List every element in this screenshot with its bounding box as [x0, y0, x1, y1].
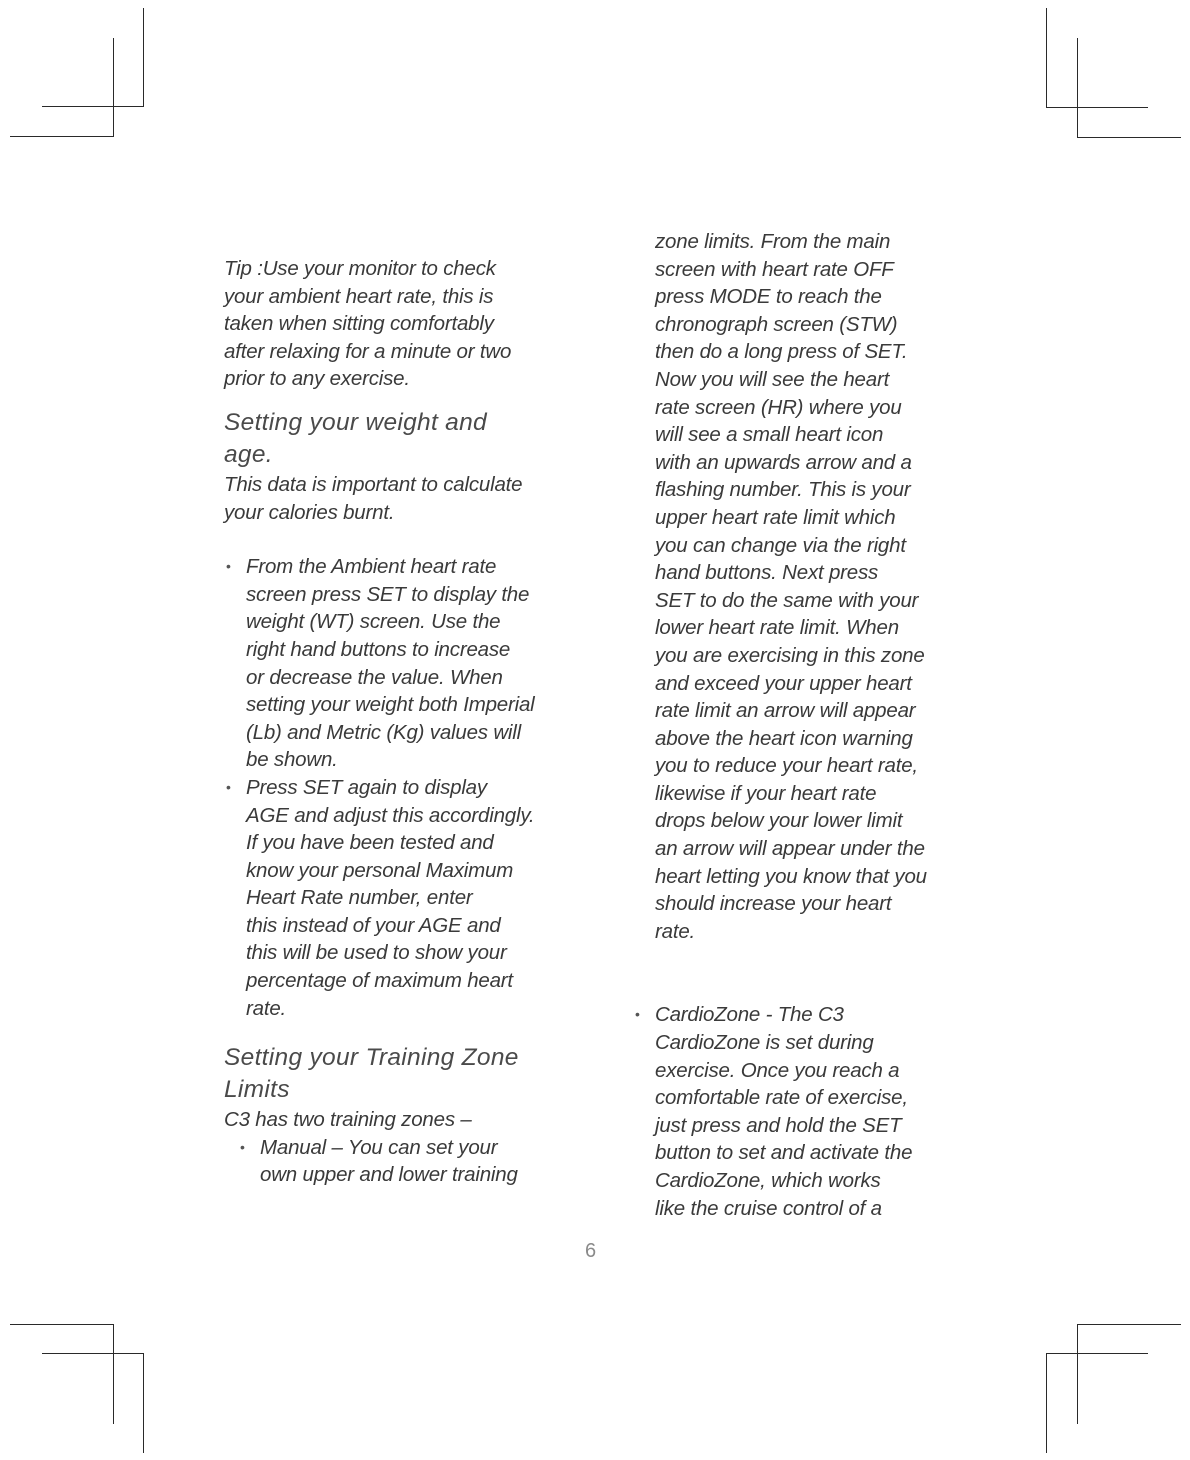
text-line: setting your weight both Imperial: [246, 693, 535, 717]
left-column: [224, 255, 584, 1189]
text-line: your calories burnt.: [224, 500, 395, 524]
text-line: likewise if your heart rate: [655, 781, 877, 805]
text-line: your ambient heart rate, this is: [224, 284, 494, 308]
text-line: you are exercising in this zone: [655, 643, 925, 667]
text-line: press MODE to reach the: [655, 285, 882, 309]
text-line: then do a long press of SET.: [655, 340, 908, 364]
text-line: Manual – You can set your: [260, 1135, 498, 1159]
text-line: upper heart rate limit which: [655, 505, 896, 529]
crop-mark-bottom-left-h2: [42, 1353, 144, 1354]
crop-mark-top-right-h2: [1077, 137, 1181, 138]
text-line: rate.: [246, 996, 287, 1020]
heading-line: Setting your weight and: [224, 408, 487, 436]
crop-mark-top-left-v1: [143, 8, 144, 106]
text-line: percentage of maximum heart: [246, 969, 513, 993]
text-line: comfortable rate of exercise,: [655, 1086, 908, 1110]
weight-intro-paragraph: [224, 471, 584, 526]
text-line: lower heart rate limit. When: [655, 616, 899, 640]
text-line: rate screen (HR) where you: [655, 395, 902, 419]
text-line: or decrease the value. When: [246, 665, 503, 689]
crop-mark-bottom-right-v2: [1046, 1353, 1047, 1453]
heading-weight-age: [224, 407, 584, 471]
text-line: flashing number. This is your: [655, 478, 911, 502]
text-line: button to set and activate the: [655, 1141, 913, 1165]
text-line: C3 has two training zones –: [224, 1108, 472, 1132]
crop-mark-top-left-h2: [10, 136, 114, 137]
text-line: right hand buttons to increase: [246, 637, 511, 661]
text-line: screen with heart rate OFF: [655, 257, 894, 281]
text-line: Press SET again to display: [246, 775, 487, 799]
text-line: know your personal Maximum: [246, 858, 514, 882]
heading-line: Limits: [224, 1076, 290, 1104]
text-line: should increase your heart: [655, 892, 892, 916]
heading-line: Setting your Training Zone: [224, 1044, 519, 1072]
text-line: From the Ambient heart rate: [246, 555, 497, 579]
text-line: like the cruise control of a: [655, 1196, 882, 1220]
text-line: Heart Rate number, enter: [246, 886, 473, 910]
text-line: AGE and adjust this accordingly.: [246, 803, 535, 827]
text-line: above the heart icon warning: [655, 726, 913, 750]
crop-mark-top-left-v2: [113, 38, 114, 136]
text-line: rate.: [655, 919, 696, 943]
text-line: CardioZone - The C3: [655, 1003, 844, 1027]
text-line: heart letting you know that you: [655, 864, 927, 888]
text-line: rate limit an arrow will appear: [655, 699, 916, 723]
crop-mark-bottom-left-v1: [113, 1324, 114, 1424]
text-line: you can change via the right: [655, 533, 906, 557]
crop-mark-top-right-h1: [1046, 107, 1148, 108]
tip-paragraph: [224, 255, 584, 393]
text-line: SET to do the same with your: [655, 588, 919, 612]
text-line: an arrow will appear under the: [655, 837, 925, 861]
text-line: just press and hold the SET: [655, 1113, 902, 1137]
text-line: after relaxing for a minute or two: [224, 339, 512, 363]
text-line: CardioZone, which works: [655, 1169, 881, 1192]
crop-mark-bottom-right-h2: [1046, 1353, 1148, 1354]
crop-mark-top-right-v1: [1046, 8, 1047, 108]
text-line: If you have been tested and: [246, 831, 494, 855]
text-line: chronograph screen (STW): [655, 312, 898, 336]
crop-mark-bottom-right-h1: [1077, 1324, 1181, 1325]
text-line: you to reduce your heart rate,: [655, 754, 918, 778]
text-line: be shown.: [246, 748, 338, 772]
crop-mark-top-right-v2: [1077, 38, 1078, 138]
bullet-icon: •: [226, 558, 231, 575]
list-item-weight: [224, 553, 584, 774]
right-column: [633, 228, 983, 1222]
heading-training-zone: [224, 1042, 584, 1106]
page-number: 6: [585, 1240, 597, 1262]
text-line: taken when sitting comfortably: [224, 312, 494, 336]
heading-line: age.: [224, 440, 273, 468]
zones-intro: [224, 1106, 584, 1134]
bullet-icon: •: [635, 1006, 640, 1023]
text-line: hand buttons. Next press: [655, 561, 879, 585]
text-line: CardioZone is set during: [655, 1031, 874, 1055]
crop-mark-bottom-left-v2: [143, 1353, 144, 1453]
text-line: with an upwards arrow and a: [655, 450, 912, 474]
text-line: zone limits. From the main: [655, 230, 891, 253]
text-line: This data is important to calculate: [224, 472, 523, 496]
text-line: will see a small heart icon: [655, 423, 884, 447]
text-line: this instead of your AGE and: [246, 913, 501, 937]
crop-mark-top-left-h1: [42, 106, 144, 107]
text-line: own upper and lower training: [260, 1163, 518, 1187]
text-line: Tip :Use your monitor to check: [224, 257, 496, 280]
text-line: and exceed your upper heart: [655, 671, 912, 695]
list-item-age: [224, 774, 584, 1022]
text-line: weight (WT) screen. Use the: [246, 610, 501, 634]
bullet-icon: •: [240, 1138, 245, 1155]
text-line: Now you will see the heart: [655, 367, 890, 391]
crop-mark-bottom-right-v1: [1077, 1324, 1078, 1424]
text-line: exercise. Once you reach a: [655, 1058, 900, 1082]
bullet-icon: •: [226, 778, 231, 795]
list-item-manual: [238, 1134, 584, 1189]
text-line: this will be used to show your: [246, 941, 507, 965]
text-line: drops below your lower limit: [655, 809, 903, 833]
text-line: (Lb) and Metric (Kg) values will: [246, 720, 521, 744]
text-line: screen press SET to display the: [246, 582, 530, 606]
list-item-cardiozone: [633, 1001, 983, 1222]
zone-limits-paragraph: [633, 228, 983, 945]
crop-mark-bottom-left-h1: [10, 1324, 114, 1325]
text-line: prior to any exercise.: [224, 367, 410, 391]
